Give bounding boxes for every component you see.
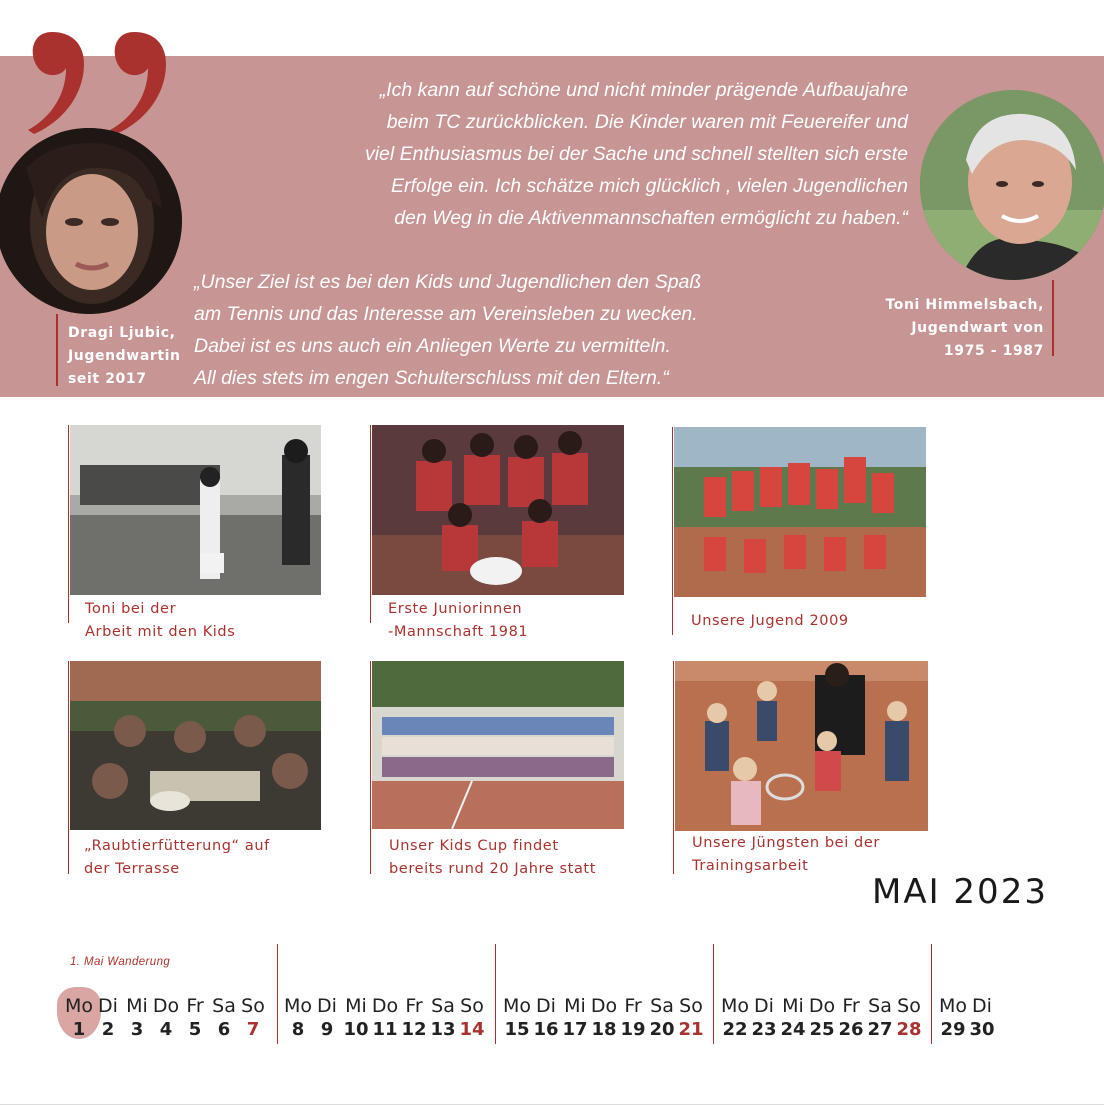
calendar-day: [370, 994, 400, 1042]
quote-line: Dabei ist es uns auch ein Anliegen Werte zu vermitteln.: [194, 335, 671, 357]
calendar-day: [457, 994, 487, 1042]
calendar-day: [967, 994, 997, 1042]
day-number: 18: [591, 1019, 617, 1040]
calendar-day: [122, 994, 152, 1042]
weekday-label: Mo: [64, 995, 94, 1017]
caption-dragi-ljubic: [68, 322, 181, 391]
weekday-label: Di: [536, 995, 556, 1017]
day-number: 23: [751, 1019, 777, 1040]
quote-line: „Unser Ziel ist es bei den Kids und Jugendlichen den Spaß: [194, 271, 702, 293]
quote-dragi: [194, 266, 794, 394]
caption-line: Toni bei der: [85, 601, 177, 617]
calendar-day: [283, 994, 313, 1042]
calendar-day: [778, 994, 808, 1042]
calendar-day: [647, 994, 677, 1042]
day-number: 12: [401, 1019, 427, 1040]
day-number: 2: [101, 1019, 115, 1040]
photo-caption: [692, 832, 880, 878]
weekday-label: Mo: [938, 995, 968, 1017]
quotation-mark-icon: [22, 22, 172, 137]
caption-line: Jugendwartin: [68, 348, 181, 364]
quote-line: Erfolge ein. Ich schätze mich glücklich , vielen Jugendlichen: [390, 175, 908, 197]
day-number: 6: [217, 1019, 231, 1040]
weekday-label: Di: [317, 995, 337, 1017]
week-divider: [931, 944, 932, 1044]
caption-divider: [1052, 280, 1054, 356]
quote-line: „Ich kann auf schöne und nicht minder prägende Aufbaujahre: [379, 79, 908, 101]
photo-caption: [84, 835, 270, 881]
weekday-label: Sa: [868, 995, 892, 1017]
calendar-day: [341, 994, 371, 1042]
day-number: 14: [459, 1019, 485, 1040]
month-title: MAI 2023: [872, 872, 1048, 912]
day-number: 10: [343, 1019, 369, 1040]
calendar-day: [209, 994, 239, 1042]
photo-caption-line: [370, 661, 371, 874]
calendar-day: [180, 994, 210, 1042]
day-number: 1: [72, 1019, 86, 1040]
photo-raubtierfuetterung: [70, 661, 321, 830]
day-number: 4: [159, 1019, 173, 1040]
weekday-label: Di: [754, 995, 774, 1017]
quote-line: am Tennis und das Interesse am Vereinsleben zu wecken.: [194, 303, 698, 325]
quote-line: viel Enthusiasmus bei der Sache und schnell stellten sich erste: [364, 143, 908, 165]
calendar-day: [312, 994, 342, 1042]
photo-kids-cup: [372, 661, 624, 829]
caption-line: Trainingsarbeit: [692, 858, 809, 874]
day-number: 25: [809, 1019, 835, 1040]
calendar-day: [618, 994, 648, 1042]
weekday-label: So: [241, 995, 265, 1017]
weekday-label: Mo: [283, 995, 313, 1017]
calendar-day: [894, 994, 924, 1042]
photo-juengsten-training: [675, 661, 928, 831]
caption-line: Toni Himmelsbach,: [885, 297, 1044, 313]
day-number: 19: [620, 1019, 646, 1040]
caption-line: seit 2017: [68, 371, 147, 387]
weekday-label: Sa: [650, 995, 674, 1017]
photo-juniorinnen-1981: [372, 425, 624, 595]
photo-caption-line: [673, 661, 674, 874]
calendar-day: [836, 994, 866, 1042]
weekday-label: Do: [152, 995, 180, 1017]
weekday-label: Do: [590, 995, 618, 1017]
weekday-label: So: [460, 995, 484, 1017]
portrait-dragi-ljubic: [0, 128, 182, 314]
quote-line: den Weg in die Aktivenmannschaften ermöglicht zu haben.“: [394, 207, 908, 229]
photo-caption: [388, 598, 528, 644]
weekday-label: So: [679, 995, 703, 1017]
weekday-label: Mi: [345, 995, 367, 1017]
calendar-day: [720, 994, 750, 1042]
week-divider: [713, 944, 714, 1044]
calendar-day: [865, 994, 895, 1042]
caption-toni-himmelsbach: [860, 294, 1044, 363]
photo-caption-line: [672, 427, 673, 635]
calendar-day: [560, 994, 590, 1042]
weekday-label: Sa: [431, 995, 455, 1017]
weekday-label: Sa: [212, 995, 236, 1017]
weekday-label: Mo: [720, 995, 750, 1017]
photo-caption-line: [370, 425, 371, 623]
caption-line: Unser Kids Cup findet: [389, 838, 559, 854]
day-number: 24: [780, 1019, 806, 1040]
day-number: 28: [896, 1019, 922, 1040]
day-number: 22: [722, 1019, 748, 1040]
day-number: 29: [940, 1019, 966, 1040]
caption-line: „Raubtierfütterung“ auf: [84, 838, 270, 854]
calendar-day: [938, 994, 968, 1042]
quote-line: beim TC zurückblicken. Die Kinder waren mit Feuereifer und: [386, 111, 908, 133]
calendar-day: [502, 994, 532, 1042]
caption-line: Dragi Ljubic,: [68, 325, 176, 341]
day-number: 7: [246, 1019, 260, 1040]
calendar-day: [531, 994, 561, 1042]
day-number: 15: [504, 1019, 530, 1040]
day-number: 8: [291, 1019, 305, 1040]
weekday-label: Di: [972, 995, 992, 1017]
calendar-day: [238, 994, 268, 1042]
calendar-day: [807, 994, 837, 1042]
caption-line: bereits rund 20 Jahre statt: [389, 861, 597, 877]
weekday-label: Mi: [564, 995, 586, 1017]
calendar-day: [589, 994, 619, 1042]
week-divider: [495, 944, 496, 1044]
caption-line: -Mannschaft 1981: [388, 624, 529, 640]
week-divider: [277, 944, 278, 1044]
quote-toni: [290, 74, 908, 234]
photo-caption: [85, 598, 235, 644]
weekday-label: Mi: [126, 995, 148, 1017]
day-number: 21: [678, 1019, 704, 1040]
weekday-label: Do: [371, 995, 399, 1017]
day-number: 30: [969, 1019, 995, 1040]
calendar-day: [151, 994, 181, 1042]
caption-line: 1975 - 1987: [943, 343, 1044, 359]
caption-line: Erste Juniorinnen: [388, 601, 523, 617]
weekday-label: Do: [808, 995, 836, 1017]
weekday-label: Fr: [624, 995, 642, 1017]
quote-line: All dies stets im engen Schulterschluss mit den Eltern.“: [194, 367, 669, 389]
day-number: 13: [430, 1019, 456, 1040]
photo-caption: [691, 610, 849, 633]
weekday-label: Mi: [782, 995, 804, 1017]
weekday-label: Mo: [502, 995, 532, 1017]
calendar-day: [749, 994, 779, 1042]
page-bottom-rule: [0, 1104, 1104, 1105]
portrait-toni-himmelsbach: [920, 90, 1104, 280]
photo-jugend-2009: [674, 427, 926, 597]
photo-toni-with-kids: [70, 425, 321, 595]
calendar-day: [428, 994, 458, 1042]
weekday-label: Di: [98, 995, 118, 1017]
caption-line: der Terrasse: [84, 861, 180, 877]
calendar-day: [399, 994, 429, 1042]
day-number: 20: [649, 1019, 675, 1040]
day-number: 5: [188, 1019, 202, 1040]
event-label: 1. Mai Wanderung: [70, 956, 171, 968]
day-number: 9: [320, 1019, 334, 1040]
photo-caption-line: [68, 661, 69, 874]
day-number: 3: [130, 1019, 144, 1040]
weekday-label: Fr: [842, 995, 860, 1017]
weekday-label: Fr: [186, 995, 204, 1017]
caption-line: Arbeit mit den Kids: [85, 624, 236, 640]
caption-line: Unsere Jüngsten bei der: [692, 835, 880, 851]
day-number: 16: [533, 1019, 559, 1040]
calendar-day: [64, 994, 94, 1042]
day-number: 11: [372, 1019, 398, 1040]
calendar-day: [93, 994, 123, 1042]
day-number: 17: [562, 1019, 588, 1040]
photo-caption-line: [68, 425, 69, 623]
day-number: 26: [838, 1019, 864, 1040]
calendar-day: [676, 994, 706, 1042]
photo-caption: [389, 835, 596, 881]
weekday-label: So: [897, 995, 921, 1017]
day-number: 27: [867, 1019, 893, 1040]
caption-line: Unsere Jugend 2009: [691, 613, 849, 629]
weekday-label: Fr: [405, 995, 423, 1017]
caption-divider: [56, 314, 58, 386]
caption-line: Jugendwart von: [911, 320, 1044, 336]
